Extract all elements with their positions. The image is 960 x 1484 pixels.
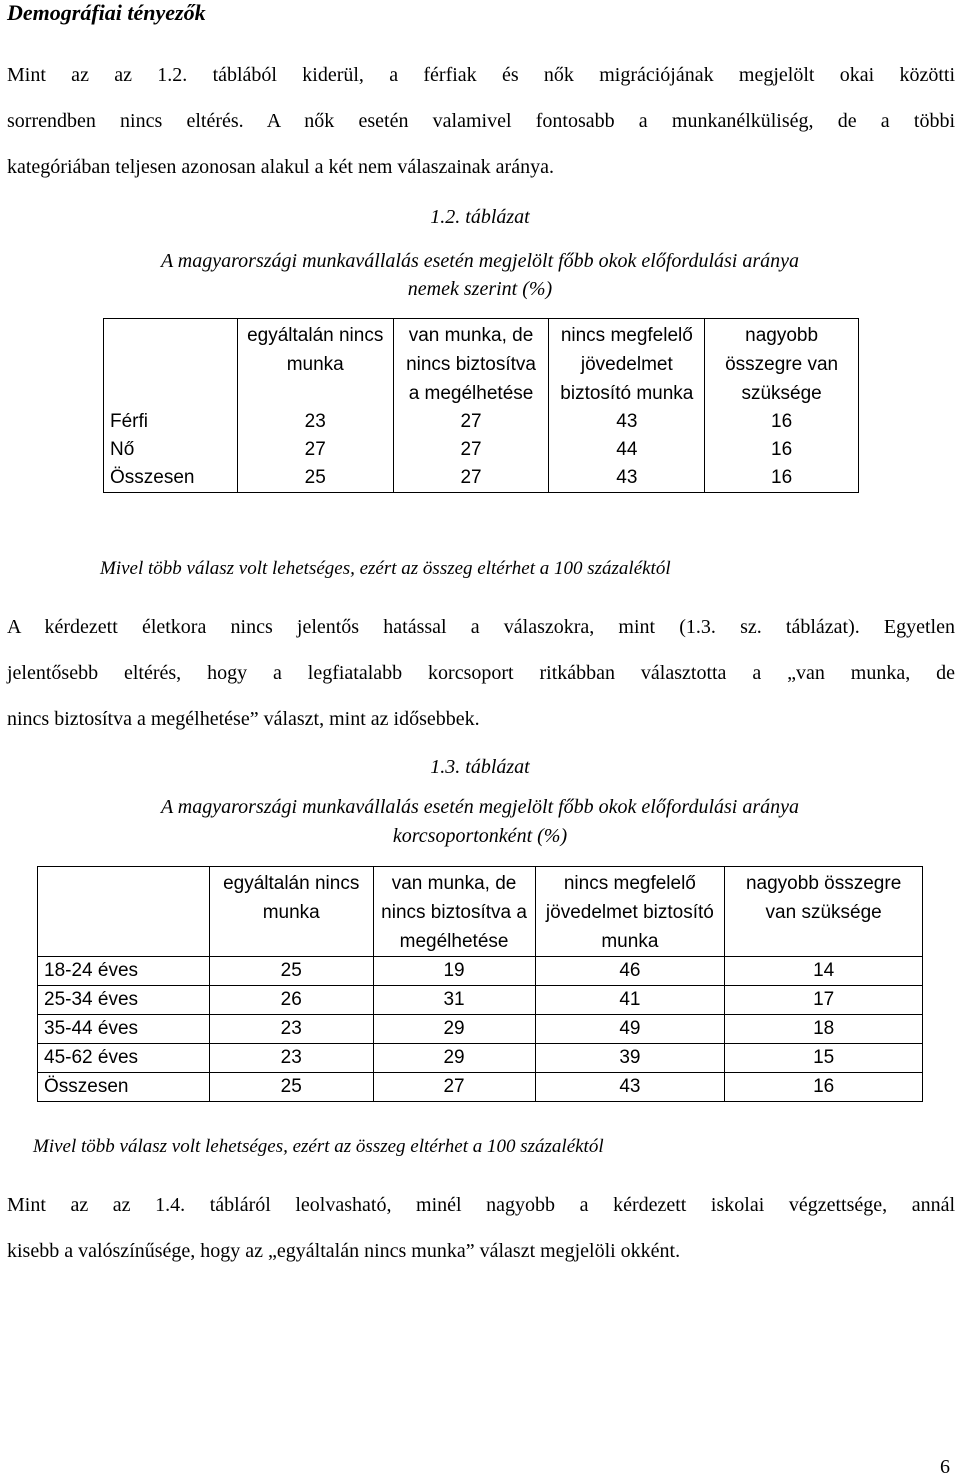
table-cell: 27 <box>393 464 549 493</box>
table2-number: 1.3. táblázat <box>430 756 530 778</box>
table-cell: 43 <box>549 464 705 493</box>
table-cell: 15 <box>725 1044 923 1073</box>
table-cell: 16 <box>705 408 859 436</box>
table2-title-line2: korcsoportonként (%) <box>392 825 568 847</box>
table-cell: 27 <box>237 436 393 464</box>
paragraph-line: Mint az az 1.4. tábláról leolvasható, minél nagyobb a kérdezett iskolai végzettsége, annál <box>7 1194 955 1216</box>
table-cell: 14 <box>725 957 923 986</box>
table1 <box>103 318 859 493</box>
table-cell: 27 <box>393 436 549 464</box>
table1-number: 1.2. táblázat <box>430 206 530 228</box>
table-cell: 29 <box>373 1015 535 1044</box>
section-heading: Demográfiai tényezők <box>7 0 206 25</box>
row-label: Férfi <box>104 408 238 436</box>
paragraph-1 <box>7 52 955 190</box>
table-cell: 18 <box>725 1015 923 1044</box>
paragraph-line: kategóriában teljesen azonosan alakul a két nem válaszainak aránya. <box>7 156 554 178</box>
table2-header-cell: van munka, de nincs biztosítva a megélhetése <box>373 867 535 957</box>
table1-note: Mivel több válasz volt lehetséges, ezért az összeg eltérhet a 100 százaléktól <box>100 558 671 579</box>
table-cell: 27 <box>393 408 549 436</box>
table-cell: 49 <box>535 1015 725 1044</box>
table2 <box>37 866 923 1102</box>
table-row <box>38 1044 923 1073</box>
table-cell: 23 <box>209 1015 373 1044</box>
table-row <box>104 408 859 436</box>
row-label: Összesen <box>38 1073 210 1102</box>
table-row <box>38 957 923 986</box>
row-label: Nő <box>104 436 238 464</box>
paragraph-line: kisebb a valószínűsége, hogy az „egyáltalán nincs munka” választ megjelöli okként. <box>7 1240 681 1262</box>
row-label: 35-44 éves <box>38 1015 210 1044</box>
table-cell: 29 <box>373 1044 535 1073</box>
paragraph-2 <box>7 604 955 742</box>
table-cell: 46 <box>535 957 725 986</box>
table-row <box>104 436 859 464</box>
table-row <box>38 986 923 1015</box>
paragraph-line: sorrendben nincs eltérés. A nők esetén valamivel fontosabb a munkanélküliség, de a többi <box>7 110 955 132</box>
page-number: 6 <box>940 1456 950 1478</box>
table-cell: 25 <box>209 1073 373 1102</box>
table-cell: 16 <box>725 1073 923 1102</box>
table-row <box>38 1015 923 1044</box>
table-cell: 16 <box>705 436 859 464</box>
table2-note: Mivel több válasz volt lehetséges, ezért az összeg eltérhet a 100 százaléktól <box>33 1136 604 1157</box>
table-cell: 23 <box>209 1044 373 1073</box>
row-label: 45-62 éves <box>38 1044 210 1073</box>
paragraph-line: Mint az az 1.2. táblából kiderül, a férfiak és nők migrációjának megjelölt okai közötti <box>7 64 955 86</box>
table1-corner-cell <box>104 319 238 409</box>
table1-header-cell: van munka, de nincs biztosítva a megélhetése <box>393 319 549 409</box>
paragraph-line: A kérdezett életkora nincs jelentős hatással a válaszokra, mint (1.3. sz. táblázat). Egyetlen <box>7 616 955 638</box>
table-cell: 43 <box>549 408 705 436</box>
row-label: 18-24 éves <box>38 957 210 986</box>
row-label: 25-34 éves <box>38 986 210 1015</box>
table2-corner-cell <box>38 867 210 957</box>
table2-header-row <box>38 867 923 957</box>
table-cell: 23 <box>237 408 393 436</box>
table-cell: 25 <box>237 464 393 493</box>
table1-header-row <box>104 319 859 409</box>
table-cell: 31 <box>373 986 535 1015</box>
table-cell: 41 <box>535 986 725 1015</box>
table2-header-cell: nincs megfelelő jövedelmet biztosító munka <box>535 867 725 957</box>
table-cell: 39 <box>535 1044 725 1073</box>
table2-header-cell: nagyobb összegre van szüksége <box>725 867 923 957</box>
paragraph-3 <box>7 1182 955 1274</box>
table1-header-cell: nagyobb összegre van szüksége <box>705 319 859 409</box>
table1-title-line2: nemek szerint (%) <box>407 278 553 300</box>
row-label: Összesen <box>104 464 238 493</box>
table1-title-line1: A magyarországi munkavállalás esetén megjelölt főbb okok előfordulási aránya <box>160 250 800 272</box>
table2-title-line1: A magyarországi munkavállalás esetén megjelölt főbb okok előfordulási aránya <box>160 796 800 818</box>
table-cell: 44 <box>549 436 705 464</box>
paragraph-line: nincs biztosítva a megélhetése” választ, mint az idősebbek. <box>7 708 480 730</box>
table-cell: 17 <box>725 986 923 1015</box>
table-cell: 26 <box>209 986 373 1015</box>
table-row <box>104 464 859 493</box>
table-cell: 16 <box>705 464 859 493</box>
table-cell: 19 <box>373 957 535 986</box>
table-cell: 43 <box>535 1073 725 1102</box>
table2-header-cell: egyáltalán nincs munka <box>209 867 373 957</box>
table1-header-cell: egyáltalán nincs munka <box>237 319 393 409</box>
table-row <box>38 1073 923 1102</box>
table1-header-cell: nincs megfelelő jövedelmet biztosító munka <box>549 319 705 409</box>
table-cell: 27 <box>373 1073 535 1102</box>
table-cell: 25 <box>209 957 373 986</box>
paragraph-line: jelentősebb eltérés, hogy a legfiatalabb korcsoport ritkábban választotta a „van munka, de <box>7 662 955 684</box>
